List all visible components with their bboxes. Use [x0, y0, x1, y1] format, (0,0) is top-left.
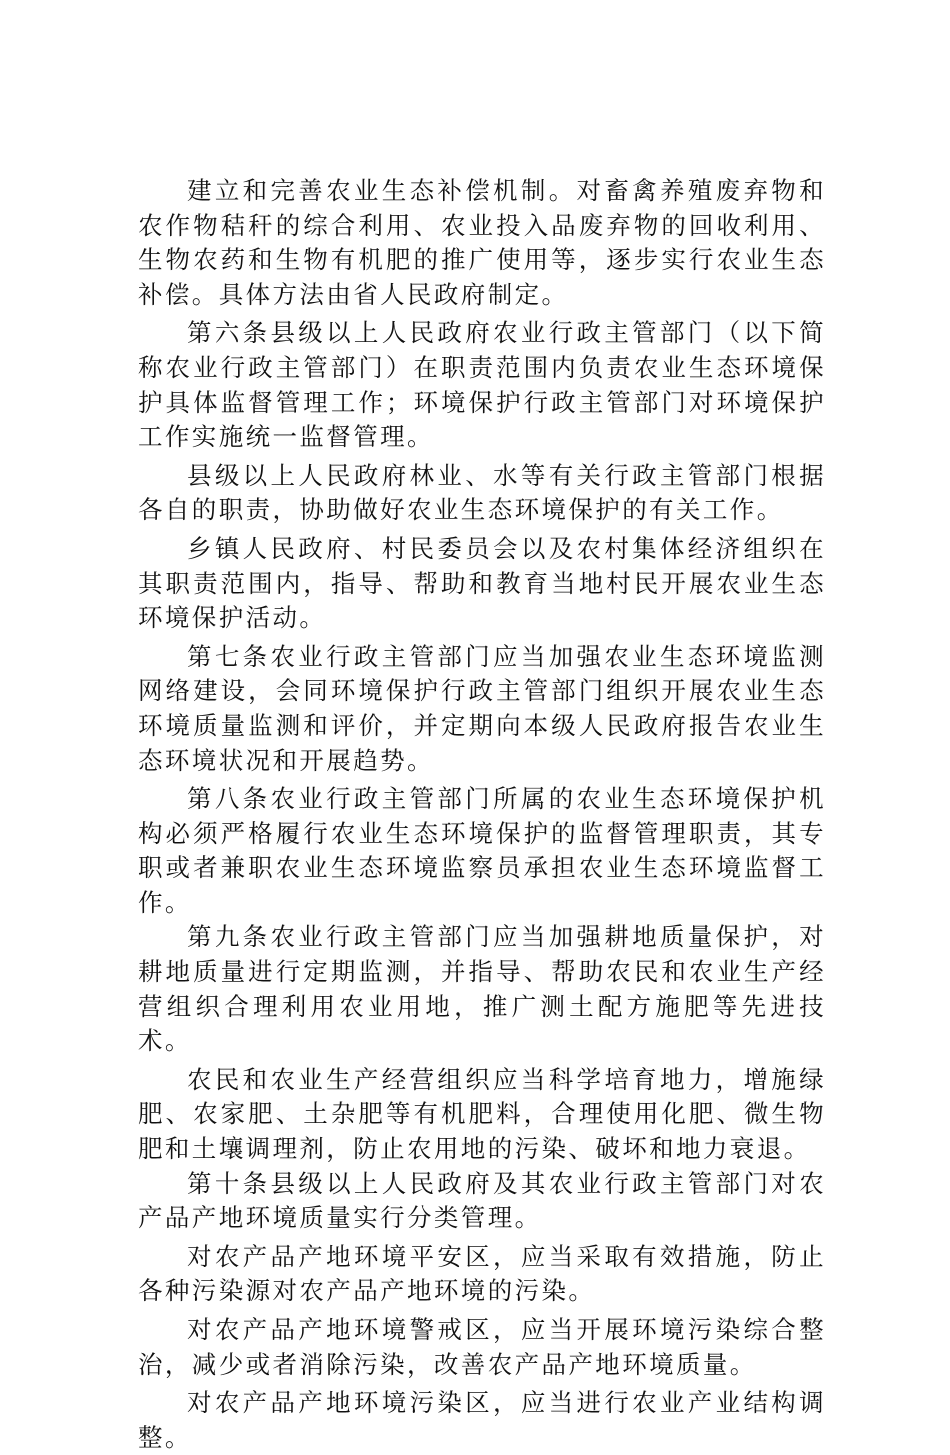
paragraph-polluted-zone: 对农产品产地环境污染区，应当进行农业产业结构调整。 — [138, 1388, 826, 1452]
paragraph-article-7: 第七条农业行政主管部门应当加强农业生态环境监测网络建设，会同环境保护行政主管部门组织开展农业生态环境质量监测和评价，并定期向本级人民政府报告农业生态环境状况和开展趋势。 — [138, 641, 826, 775]
document-body — [138, 174, 826, 1455]
paragraph-township-government: 乡镇人民政府、村民委员会以及农村集体经济组织在其职责范围内，指导、帮助和教育当地村民开展农业生态环境保护活动。 — [138, 533, 826, 633]
paragraph-ecological-compensation: 建立和完善农业生态补偿机制。对畜禽养殖废弃物和农作物秸秆的综合利用、农业投入品废弃物的回收利用、生物农药和生物有机肥的推广使用等，逐步实行农业生态补偿。具体方法由省人民政府制定。 — [138, 176, 826, 309]
paragraph-article-6: 第六条县级以上人民政府农业行政主管部门（以下简称农业行政主管部门）在职责范围内负责农业生态环境保护具体监督管理工作；环境保护行政主管部门对环境保护工作实施统一监督管理。 — [138, 318, 826, 452]
paragraph-article-9: 第九条农业行政主管部门应当加强耕地质量保护，对耕地质量进行定期监测，并指导、帮助农民和农业生产经营组织合理利用农业用地，推广测土配方施肥等先进技术。 — [138, 922, 826, 1056]
paragraph-warning-zone: 对农产品产地环境警戒区，应当开展环境污染综合整治，减少或者消除污染，改善农产品产地环境质量。 — [138, 1315, 826, 1379]
paragraph-farmers-soil: 农民和农业生产经营组织应当科学培育地力，增施绿肥、农家肥、土杂肥等有机肥料，合理使用化肥、微生物肥和土壤调理剂，防止农用地的污染、破坏和地力衰退。 — [138, 1064, 826, 1164]
paragraph-article-8: 第八条农业行政主管部门所属的农业生态环境保护机构必须严格履行农业生态环境保护的监督管理职责，其专职或者兼职农业生态环境监察员承担农业生态环境监督工作。 — [138, 784, 826, 917]
paragraph-county-departments: 县级以上人民政府林业、水等有关行政主管部门根据各自的职责，协助做好农业生态环境保护的有关工作。 — [138, 460, 826, 525]
paragraph-article-10: 第十条县级以上人民政府及其农业行政主管部门对农产品产地环境质量实行分类管理。 — [138, 1168, 826, 1233]
paragraph-safe-zone: 对农产品产地环境平安区，应当采取有效措施，防止各种污染源对农产品产地环境的污染。 — [138, 1241, 826, 1306]
